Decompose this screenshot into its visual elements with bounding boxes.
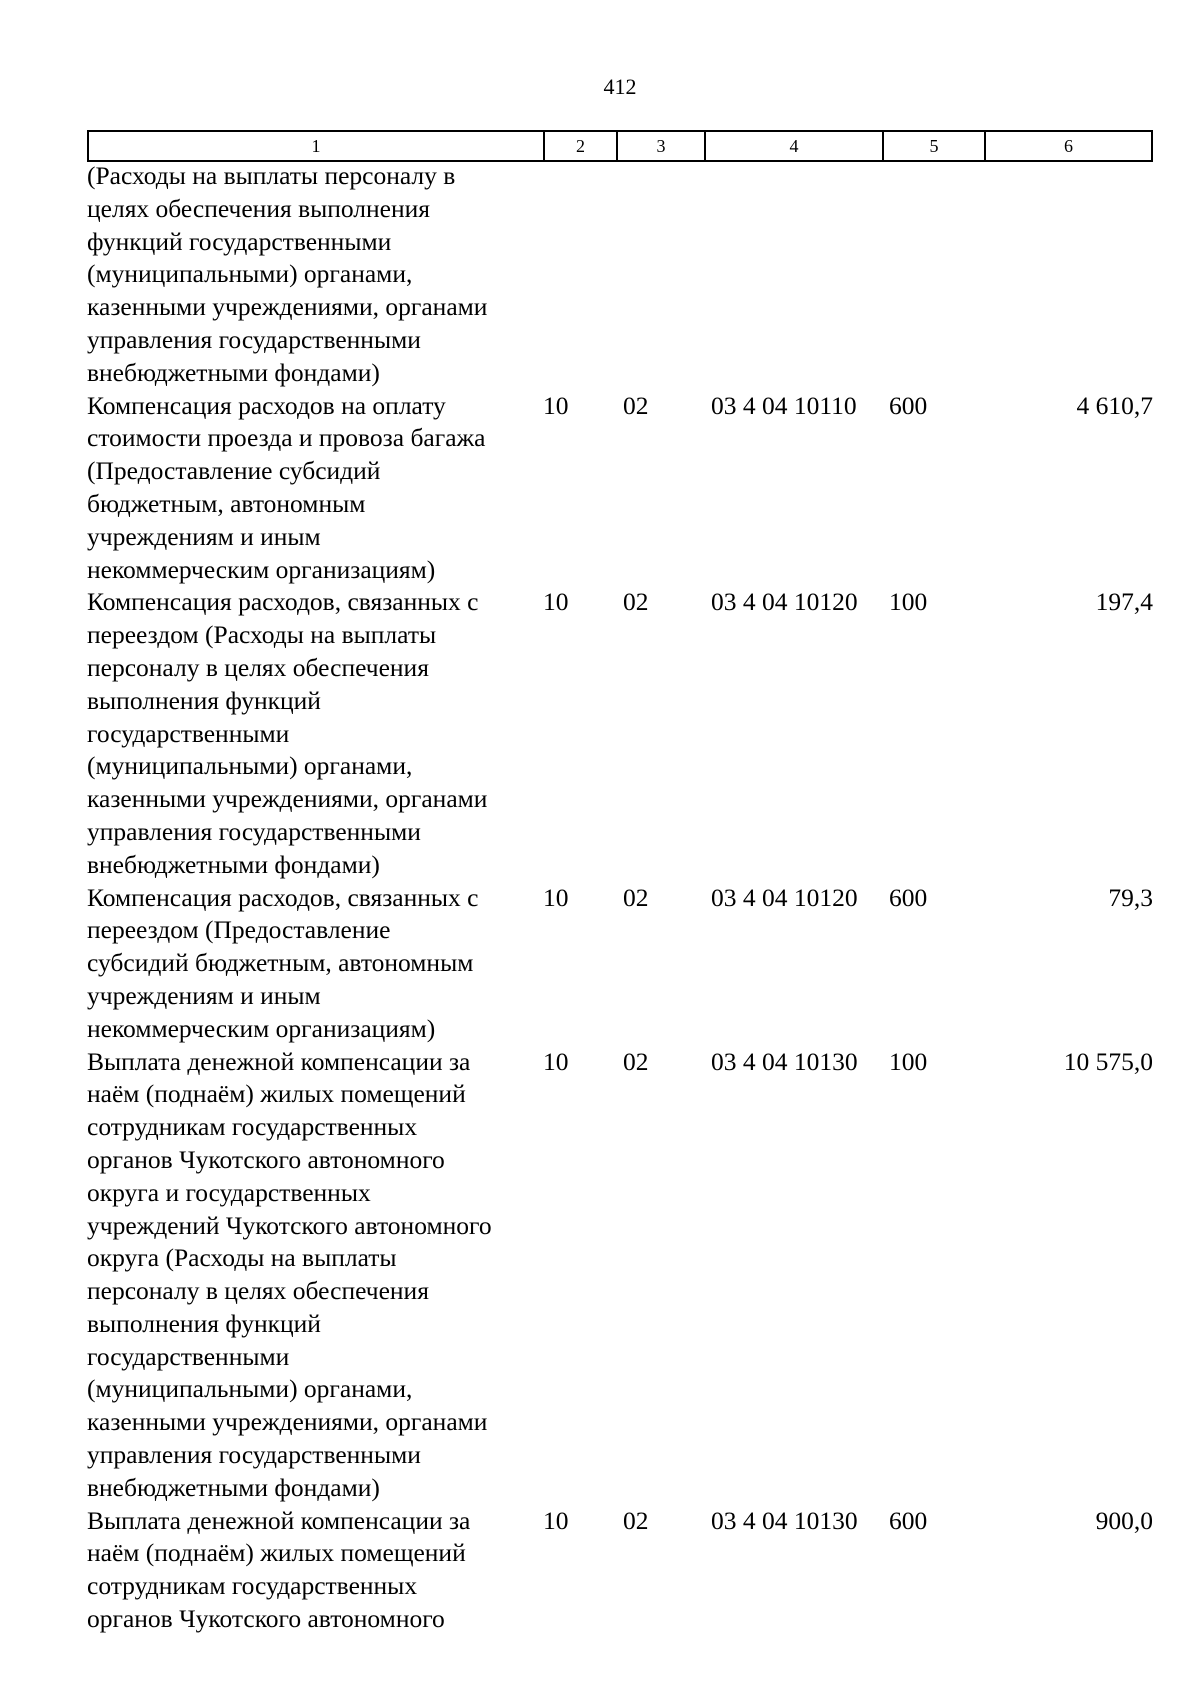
column-header-1: 1 <box>88 131 544 161</box>
row-section-code: 10 <box>543 587 569 617</box>
row-amount: 4 610,7 <box>1076 390 1153 420</box>
row-section-code: 10 <box>543 882 569 912</box>
row-target-article: 03 4 04 10110 <box>711 390 857 420</box>
row-amount: 197,4 <box>1095 587 1153 617</box>
row-target-article: 03 4 04 10120 <box>711 587 858 617</box>
row-expense-type: 100 <box>889 587 928 617</box>
table-row <box>87 1046 1157 1505</box>
row-description: Компенсация расходов, связанных с переездом (Предоставление субсидий бюджетным, автономным учреждениям и иным некоммерческим организациям) <box>87 882 479 1043</box>
row-expense-type: 600 <box>889 882 928 912</box>
column-header-5: 5 <box>883 131 985 161</box>
row-amount: 79,3 <box>1108 882 1153 912</box>
table-row <box>87 160 1157 390</box>
column-header-6: 6 <box>985 131 1152 161</box>
table-row <box>87 390 1157 587</box>
row-subsection-code: 02 <box>623 1046 649 1076</box>
row-target-article: 03 4 04 10120 <box>711 882 858 912</box>
row-description: (Расходы на выплаты персоналу в целях обеспечения выполнения функций государственными (муниципальными) органами, казенными учреждениями, органами управления государственными внебюджетными фондами) <box>87 161 488 387</box>
row-expense-type: 600 <box>889 390 928 420</box>
row-subsection-code: 02 <box>623 390 649 420</box>
row-section-code: 10 <box>543 1046 569 1076</box>
row-description: Компенсация расходов на оплату стоимости проезда и провоза багажа (Предоставление субсидий бюджетным, автономным учреждениям и иным некоммерческим организациям) <box>87 390 486 584</box>
page-number: 412 <box>603 74 637 99</box>
row-target-article: 03 4 04 10130 <box>711 1505 858 1535</box>
row-amount: 10 575,0 <box>1063 1046 1153 1076</box>
row-description: Выплата денежной компенсации за наём (поднаём) жилых помещений сотрудникам государственных органов Чукотского автономного <box>87 1505 471 1634</box>
column-header-row <box>88 131 1152 161</box>
row-amount: 900,0 <box>1095 1505 1153 1535</box>
table-row <box>87 882 1157 1046</box>
column-header-2: 2 <box>544 131 617 161</box>
column-header-table <box>87 130 1153 162</box>
row-subsection-code: 02 <box>623 882 649 912</box>
column-header-3: 3 <box>617 131 705 161</box>
row-section-code: 10 <box>543 1505 569 1535</box>
row-description: Выплата денежной компенсации за наём (поднаём) жилых помещений сотрудникам государственных органов Чукотского автономного округа и государственных учреждений Чукотского автономного округа (Расходы на выплаты персоналу в целях обеспечения выполнения функций государственными (муниципальными) органами, казенными учреждениями, органами управления государственными внебюджетными фондами) <box>87 1046 492 1502</box>
row-subsection-code: 02 <box>623 1505 649 1535</box>
table-row <box>87 1505 1157 1636</box>
table-row <box>87 586 1157 881</box>
budget-table-body <box>87 160 1157 1636</box>
row-target-article: 03 4 04 10130 <box>711 1046 858 1076</box>
row-expense-type: 100 <box>889 1046 928 1076</box>
row-subsection-code: 02 <box>623 587 649 617</box>
row-description: Компенсация расходов, связанных с переездом (Расходы на выплаты персоналу в целях обеспечения выполнения функций государственными (муниципальными) органами, казенными учреждениями, органами управления государственными внебюджетными фондами) <box>87 587 488 879</box>
column-header-4: 4 <box>705 131 883 161</box>
row-section-code: 10 <box>543 390 569 420</box>
row-expense-type: 600 <box>889 1505 928 1535</box>
